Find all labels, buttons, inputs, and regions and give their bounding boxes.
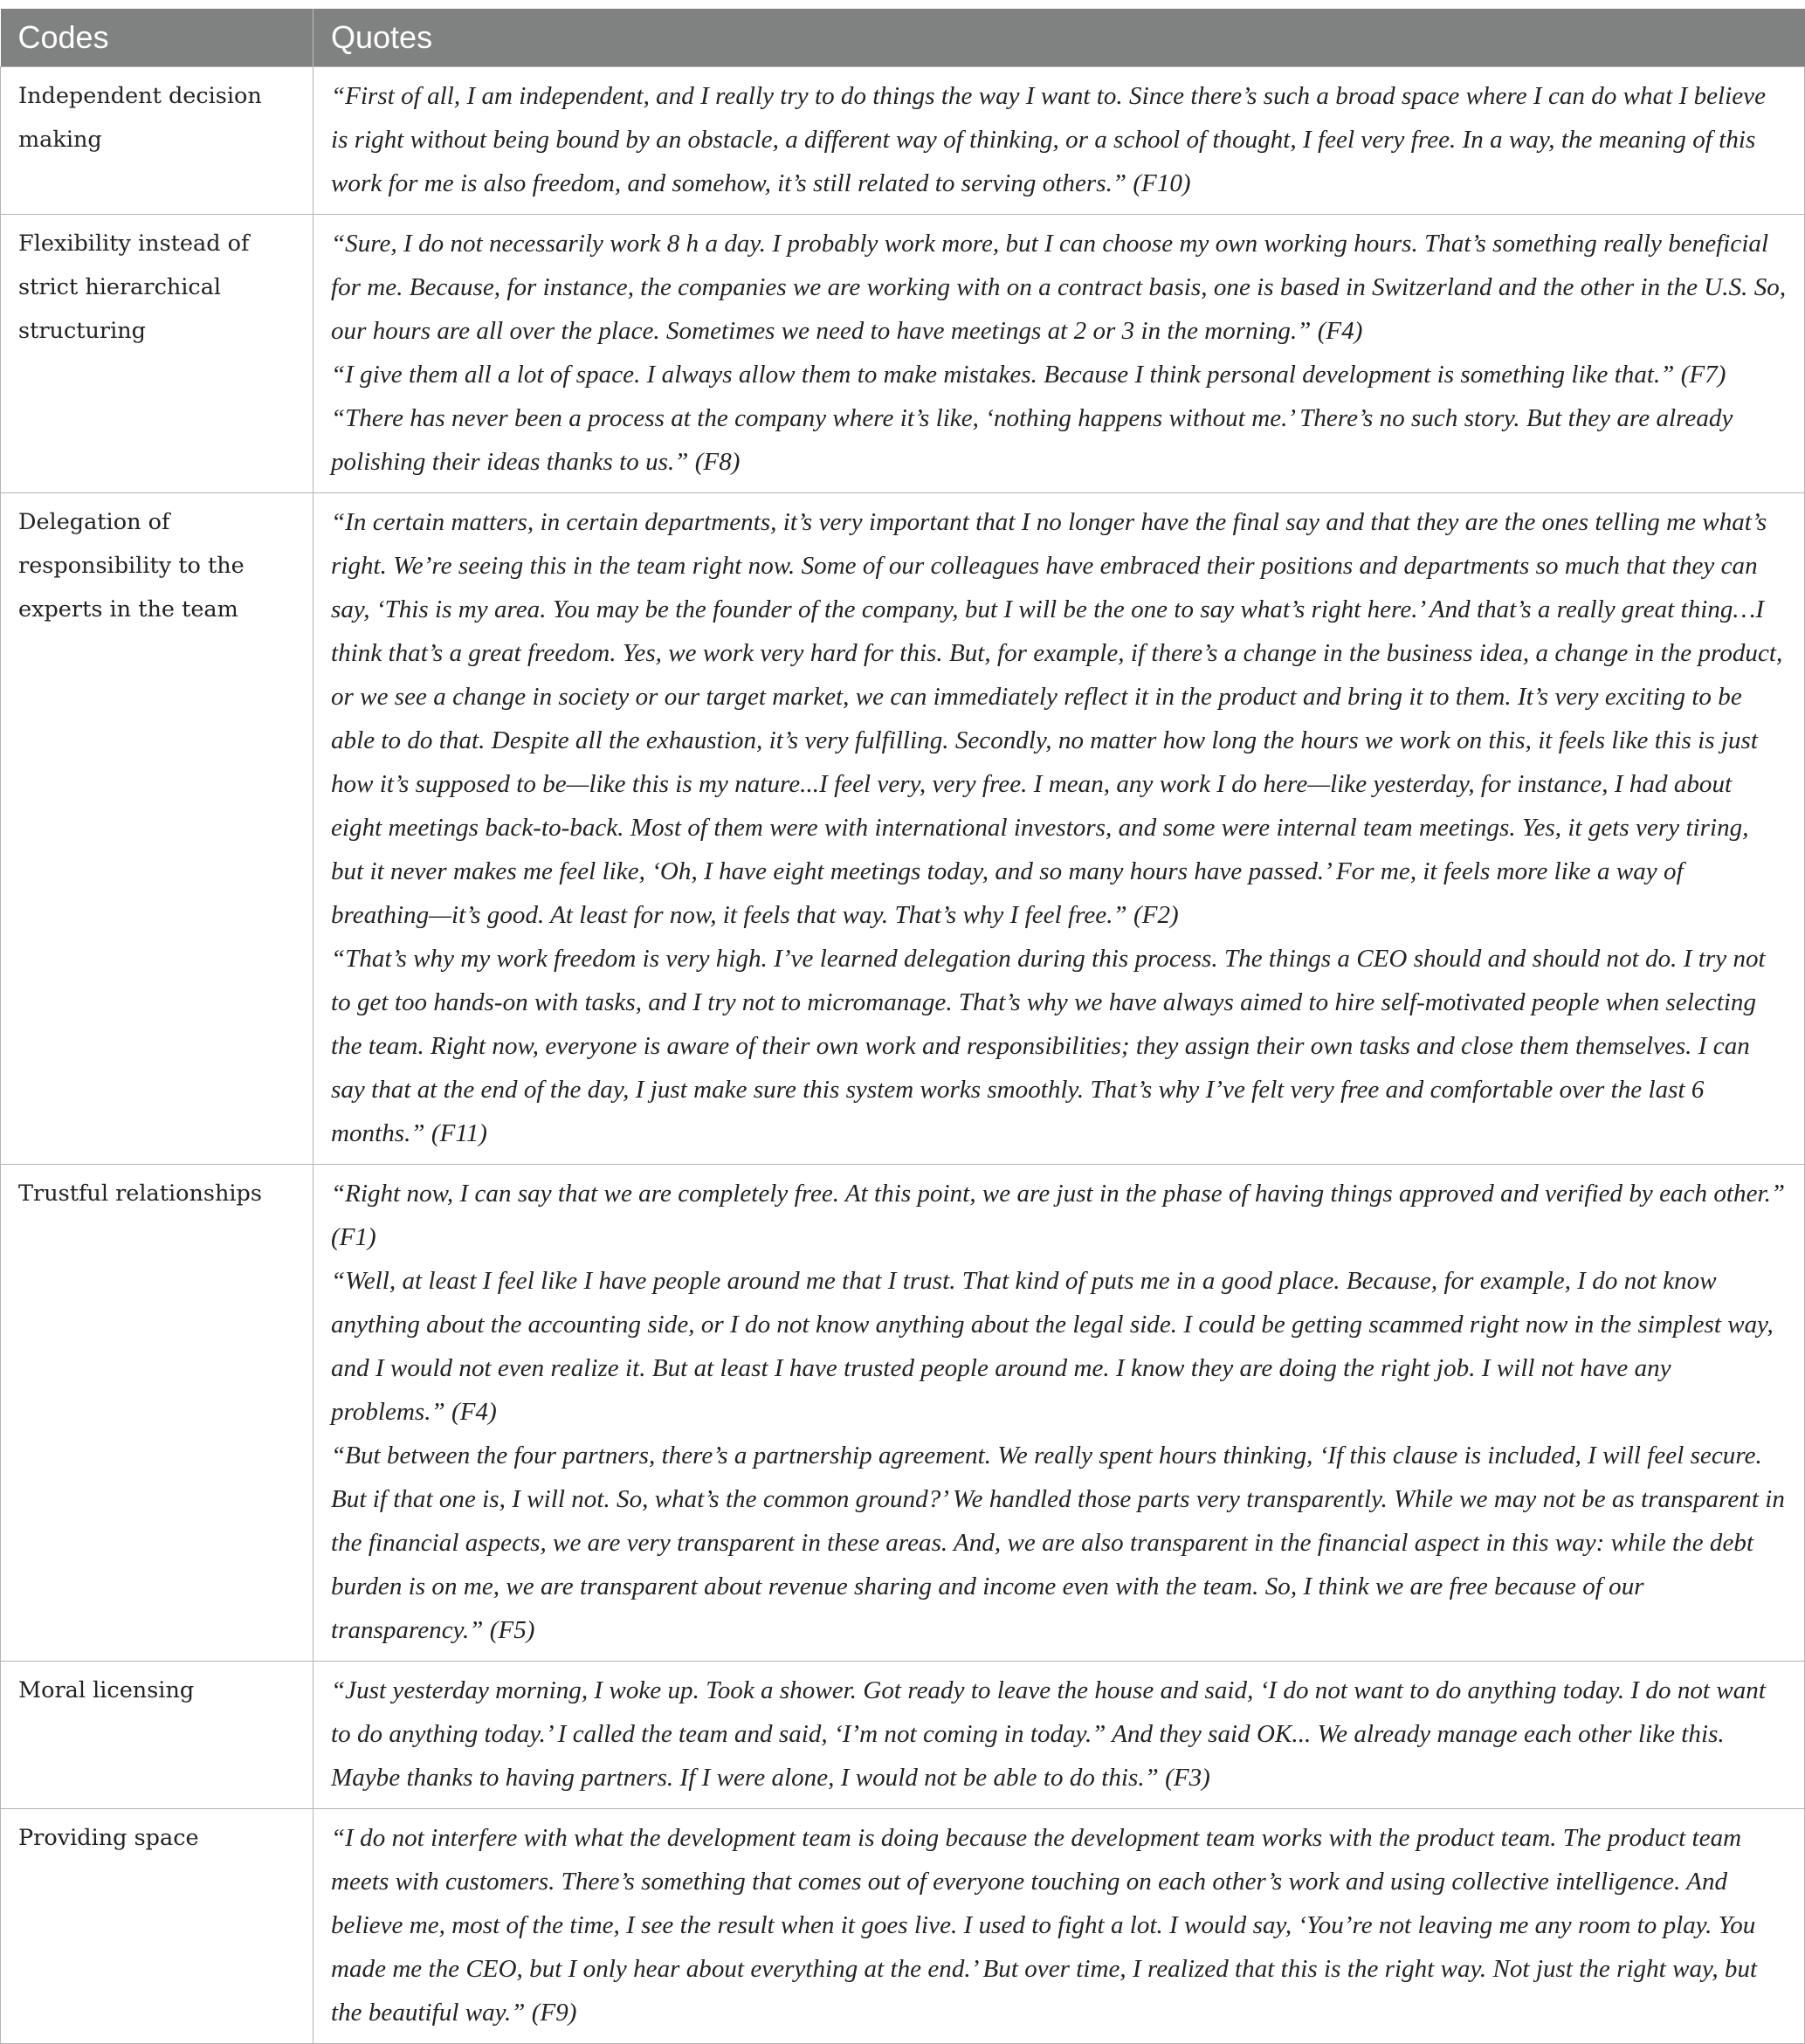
code-cell: Flexibility instead of strict hierarchical structuring: [1, 215, 313, 493]
code-cell: Delegation of responsibility to the experts in the team: [1, 493, 313, 1165]
table-row: [1, 1662, 1805, 1809]
quote-cell: [313, 1809, 1805, 2044]
quote: “I do not interfere with what the development team is doing because the development team works with the product team. The product team meets with customers. There’s something that comes out of everyone touching on each other’s work and using collective intelligence. And believe me, most of the time, I see the result when it goes live. I used to fight a lot. I would say, ‘You’re not leaving me any room to play. You made me the CEO, but I only hear about everything at the end.’ But over time, I realized that this is the right way. Not just the right way, but the beautiful way.” (F9): [331, 1824, 1758, 2027]
codes-quotes-table: [0, 9, 1805, 2044]
quote-cell: [313, 215, 1805, 493]
quote-cell: [313, 1662, 1805, 1809]
quote: “There has never been a process at the company where it’s like, ‘nothing happens without me.’ There’s no such story. But they are already polishing their ideas thanks to us.” (F8): [331, 404, 1733, 476]
header-row: [1, 9, 1805, 67]
quote: “First of all, I am independent, and I really try to do things the way I want to. Since there’s such a broad space where I can do what I believe is right without being bound by an obstacle, a different way of thinking, or a school of thought, I feel very free. In a way, the meaning of this work for me is also freedom, and somehow, it’s still related to serving others.” (F10): [331, 82, 1767, 197]
table-row: [1, 67, 1805, 215]
quote-cell: [313, 493, 1805, 1165]
table-row: [1, 1165, 1805, 1662]
quote: “Well, at least I feel like I have people around me that I trust. That kind of puts me in a good place. Because, for example, I do not know anything about the accounting side, or I do not know anything about the legal side. I could be getting scammed right now in the simplest way, and I would not even realize it. But at least I have trusted people around me. I know they are doing the right job. I will not have any problems.” (F4): [331, 1267, 1774, 1426]
quote-cell: [313, 1165, 1805, 1662]
header-quotes: Quotes: [313, 9, 1805, 67]
header-codes: Codes: [1, 9, 313, 67]
quote-cell: [313, 67, 1805, 215]
code-cell: Providing space: [1, 1809, 313, 2044]
table-row: [1, 1809, 1805, 2044]
quote: “But between the four partners, there’s a partnership agreement. We really spent hours thinking, ‘If this clause is included, I will feel secure. But if that one is, I will not. So, what’s the common ground?’ We handled those parts very transparently. While we may not be as transparent in the financial aspects, we are very transparent in these areas. And, we are also transparent in the financial aspect in this way: while the debt burden is on me, we are transparent about revenue sharing and income even with the team. So, I think we are free because of our transparency.” (F5): [331, 1442, 1785, 1644]
quote: “Sure, I do not necessarily work 8 h a day. I probably work more, but I can choose my own working hours. That’s something really beneficial for me. Because, for instance, the companies we are working with on a contract basis, one is based in Switzerland and the other in the U.S. So, our hours are all over the place. Sometimes we need to have meetings at 2 or 3 in the morning.” (F4): [331, 230, 1787, 345]
code-cell: Trustful relationships: [1, 1165, 313, 1662]
code-cell: Independent decision making: [1, 67, 313, 215]
table-row: [1, 493, 1805, 1165]
quote: “I give them all a lot of space. I always allow them to make mistakes. Because I think personal development is something like that.” (F7): [331, 361, 1726, 389]
quote: “In certain matters, in certain departments, it’s very important that I no longer have the final say and that they are the ones telling me what’s right. We’re seeing this in the team right now. Some of our colleagues have embraced their positions and departments so much that they can say, ‘This is my area. You may be the founder of the company, but I will be the one to say what’s right here.’ And that’s a really great thing…I think that’s a great freedom. Yes, we work very hard for this. But, for example, if there’s a change in the business idea, a change in the product, or we see a change in society or our target market, we can immediately reflect it in the product and bring it to them. It’s very exciting to be able to do that. Despite all the exhaustion, it’s very fulfilling. Secondly, no matter how long the hours we work on this, it feels like this is just how it’s supposed to be—like this is my nature...I feel very, very free. I mean, any work I do here—like yesterday, for instance, I had about eight meetings back-to-back. Most of them were with international investors, and some were internal team meetings. Yes, it gets very tiring, but it never makes me feel like, ‘Oh, I have eight meetings today, and so many hours have passed.’ For me, it feels more like a way of breathing—it’s good. At least for now, it feels that way. That’s why I feel free.” (F2): [331, 508, 1783, 929]
table-row: [1, 215, 1805, 493]
code-cell: Moral licensing: [1, 1662, 313, 1809]
quote: “Right now, I can say that we are completely free. At this point, we are just in the phase of having things approved and verified by each other.” (F1): [331, 1180, 1786, 1251]
quote: “Just yesterday morning, I woke up. Took a shower. Got ready to leave the house and said, ‘I do not want to do anything today. I do not want to do anything today.’ I called the team and said, ‘I’m not coming in today.” And they said OK... We already manage each other like this. Maybe thanks to having partners. If I were alone, I would not be able to do this.” (F3): [331, 1676, 1766, 1792]
quote: “That’s why my work freedom is very high. I’ve learned delegation during this process. The things a CEO should and should not do. I try not to get too hands-on with tasks, and I try not to micromanage. That’s why we have always aimed to hire self-motivated people when selecting the team. Right now, everyone is aware of their own work and responsibilities; they assign their own tasks and close them themselves. I can say that at the end of the day, I just make sure this system works smoothly. That’s why I’ve felt very free and comfortable over the last 6 months.” (F11): [331, 945, 1766, 1147]
